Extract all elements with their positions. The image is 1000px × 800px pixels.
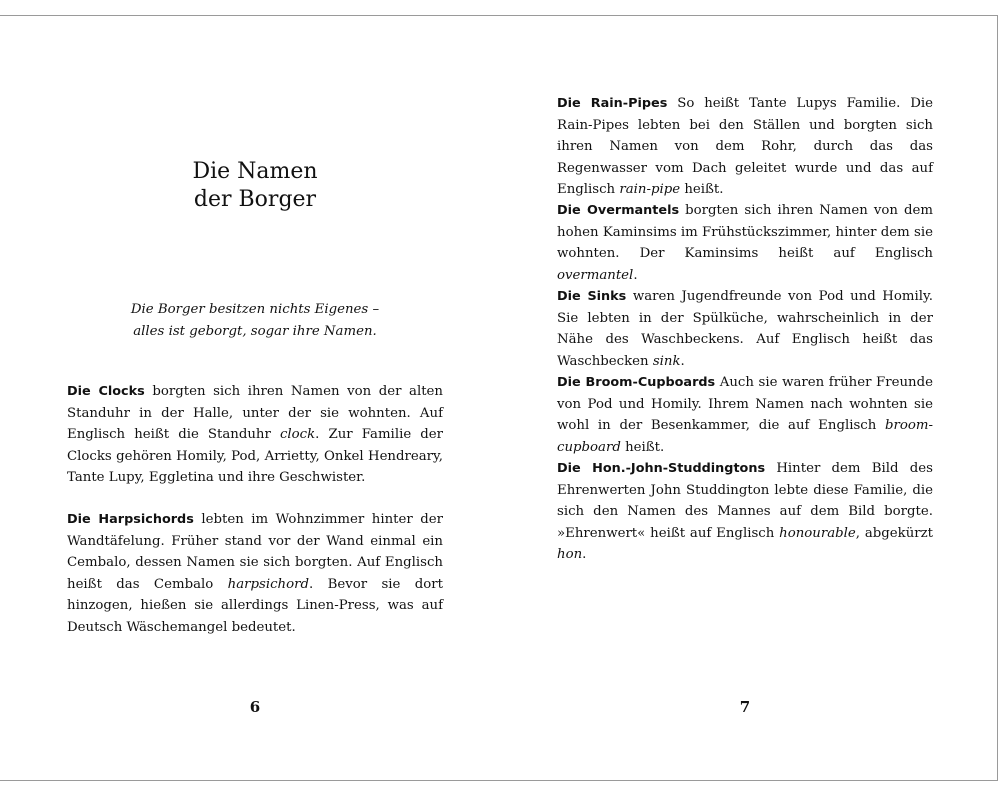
entry-term: hon <box>557 547 583 562</box>
entry-name: Die Harpsichords <box>67 512 194 527</box>
entry-term: clock <box>279 427 316 442</box>
epigraph <box>67 299 443 343</box>
entry-term: rain-pipe <box>619 182 681 197</box>
entry-term: honourable <box>779 525 856 541</box>
entry-text: heißt. <box>680 182 724 197</box>
left-page <box>0 16 500 782</box>
epigraph-line-2: alles ist geborgt, sogar ihre Namen. <box>133 324 377 339</box>
entry-harpsichords <box>67 509 443 638</box>
entry-text: . Bevor sie dort hinzogen, hießen sie allerdings Linen-Press, was auf Deutsch Wäschemangel bedeutet. <box>67 576 443 635</box>
entry-text: So heißt Tante Lupys Familie. Die Rain-Pipes lebten bei den Ställen und borgten sich ihren Namen von dem Rohr, durch das das Regenwasser vom Dach geleitet wurde und das auf Englisch <box>557 96 933 197</box>
entry-text: borgten sich ihren Namen von dem hohen Kaminsims im Frühstückszimmer, hinter dem sie wohnten. Der Kaminsims heißt auf Englisch <box>557 203 934 261</box>
entry-text: lebten im Wohnzimmer hinter der Wandtäfelung. Früher stand vor der Wand einmal ein Cembalo, dessen Namen sie sich borgten. Auf Englisch heißt das Cembalo <box>67 512 443 592</box>
chapter-title <box>67 158 443 214</box>
book-spread <box>0 15 998 781</box>
entry-text: waren Jugendfreunde von Pod und Homily. Sie lebten in der Spülküche, wahrscheinlich in der Nähe des Waschbeckens. Auf Englisch heißt das Waschbecken <box>557 289 933 369</box>
entry-name: Die Rain-Pipes <box>557 96 668 111</box>
entry-term: overmantel <box>557 267 634 283</box>
entry-text: borgten sich ihren Namen von der alten Standuhr in der Halle, unter der sie wohnten. Auf Englisch heißt die Standuhr <box>67 384 443 442</box>
entry-name: Die Clocks <box>67 384 145 399</box>
chapter-title-line-1: Die Namen <box>192 159 318 184</box>
entry-hon-john-studdingtons <box>557 458 933 566</box>
chapter-title-line-2: der Borger <box>193 187 317 212</box>
entry-term: harpsichord <box>227 576 309 592</box>
entry-name: Die Hon.-John-Studdingtons <box>557 461 766 476</box>
entry-text: . Zur Familie der Clocks gehören Homily, Pod, Arrietty, Onkel Hendreary, Tante Lupy, Eggletina und ihre Geschwister. <box>67 427 444 485</box>
entry-name: Die Broom-Cupboards <box>557 375 716 390</box>
epigraph-line-1: Die Borger besitzen nichts Eigenes – <box>130 302 380 317</box>
entry-name: Die Sinks <box>557 289 627 304</box>
page-number-right: 7 <box>739 698 751 716</box>
entry-sinks <box>557 286 933 372</box>
entry-overmantels <box>557 200 933 286</box>
entry-broom-cupboards <box>557 372 933 458</box>
entry-term: broom-cupboard <box>557 418 933 455</box>
entry-rain-pipes <box>557 93 933 201</box>
entry-text: , abgekürzt <box>855 525 933 541</box>
right-page <box>500 16 998 782</box>
entry-text: Hinter dem Bild des Ehrenwerten John Studdington lebte diese Familie, die sich den Namen des Mannes auf dem Bild borgte. »Ehrenwert« heißt auf Englisch <box>557 461 934 541</box>
entry-text: . <box>582 547 587 562</box>
entry-text: Auch sie waren früher Freunde von Pod und Homily. Ihrem Namen nach wohnten sie wohl in der Besenkammer, die auf Englisch <box>557 375 933 433</box>
entry-clocks <box>67 381 443 489</box>
entry-name: Die Overmantels <box>557 203 680 218</box>
entry-term: sink <box>652 353 681 369</box>
entry-text: heißt. <box>620 439 665 455</box>
entry-text: . <box>680 353 685 369</box>
page-number-left: 6 <box>249 698 261 716</box>
entry-text: . <box>633 267 638 283</box>
